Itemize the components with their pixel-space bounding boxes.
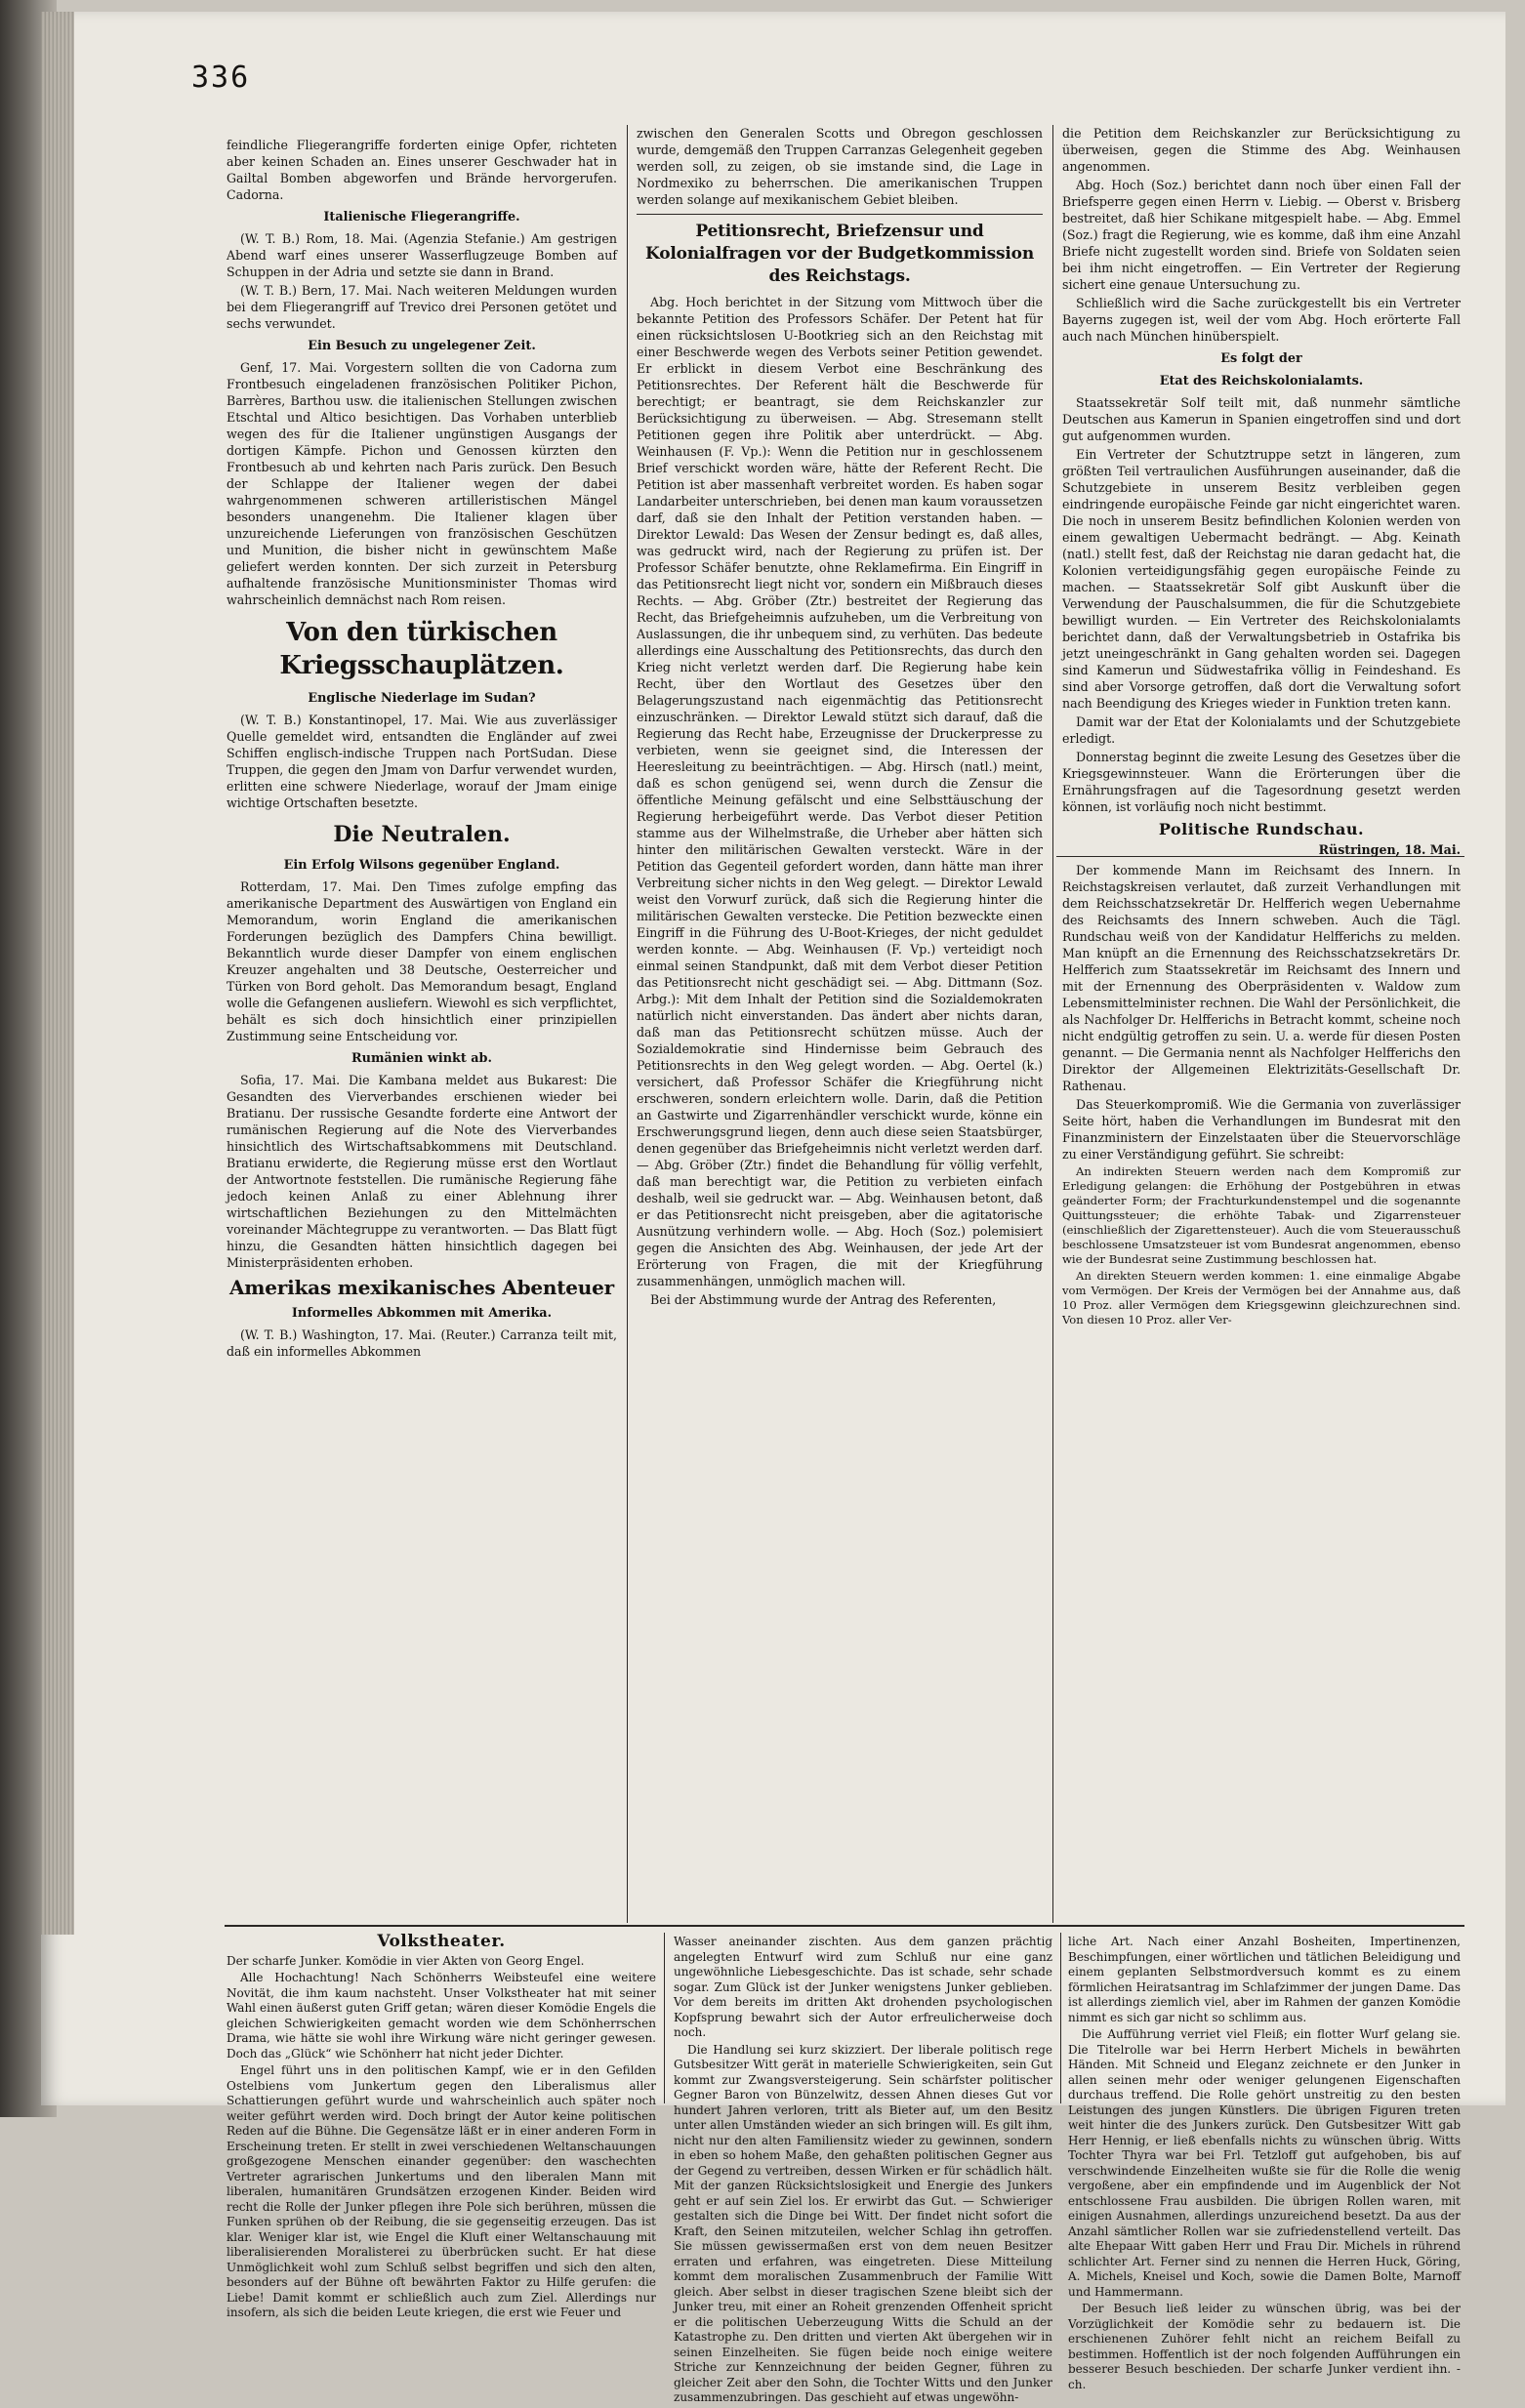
col3-subheading: Etat des Reichskolonialamts. — [1159, 374, 1364, 388]
feuilleton-rule-2 — [1060, 1933, 1061, 2103]
feuilleton-paragraph: Engel führt uns in den politischen Kampf, wie er in den Gefilden Ostelbiens vom Junkertum gegen den Liberalismus aller Schattierungen geführt wurde und wahrscheinlich auch später noch weiter geführt werden wird. Doch bringt der Autor keine politischen Reden auf die Bühne. Die Gegensätze läßt er in einer anderen Form in Erscheinung treten. Er stellt in zwei verschiedenen Weltanschauungen großgezogene Menschen einander gegenüber: den waschechten Vertreter agrarischen Junkertums und den liberalen Mann mit liberalen, humanitären Grundsätzen erzogenen Kinder. Beiden wird recht die Rolle der Junker pflegen ihre Pole sich berühren, müssen die Funken sprühen ob der Reibung, die sie gegenseitig erzeugen. Das ist klar. Weniger klar ist, wie Engel die Kluft einer Weltanschauung mit liberalisierenden Moralisterei zu überbrücken sucht. Er hat diese Unmöglichkeit wohl zum Schluß selbst begriffen und sich den alten, besonders auf der Bühne oft bewährten Faktor zu Hilfe gerufen: die Liebe! Damit kommt er schließlich auch zum Ziel. Allerdings nur insofern, als sich die beiden Leute kriegen, die erst wie Feuer und — [227, 2063, 656, 2319]
col3-paragraph: Abg. Hoch (Soz.) berichtet dann noch über einen Fall der Briefsperre gegen einen Herrn v. Liebig. — Oberst v. Brisberg bestreitet, daß hier Schikane mitgespielt habe. — Abg. Emmel (Soz.) fragt die Regierung, wie es komme, daß ihm eine Anzahl Briefe nicht zugestellt worden sind. Briefe von Soldaten seien bei ihm nicht eingetroffen. — Ein Vertreter der Regierung sichert eine genaue Untersuchung zu. — [1062, 178, 1461, 292]
headline-neutralen: Die Neutralen. — [333, 822, 511, 847]
col3-paragraph: Ein Vertreter der Schutztruppe setzt in längeren, zum größten Teil vertraulichen Ausführungen auseinander, daß die Schutzgebiete in unserem Besitz verbleiben gegen eindringende europäische Feinde gar nicht eingerichtet waren. Die noch in unserem Besitz befindlichen Kolonien werden von einem gewaltigen Uebermacht bedrängt. — Abg. Keinath (natl.) stellt fest, daß der Reichstag nie daran gedacht hat, die Kolonien verteidigungsfähig gegen europäische Feinde zu machen. — Staatssekretär Solf gibt Auskunft über die Verwendung der Pauschalsummen, die für die Schutzgebiete bewilligt wurden. — Ein Vertreter des Reichskolonialamts berichtet dann, daß der Verwaltungsbetrieb in Ostafrika bis jetzt uneingeschränkt in Gang gehalten worden sei. Dagegen sind Kamerun und Südwestafrika völlig in Feindeshand. Es sind aber Vorsorge getroffen, daß dort die Verwaltung sofort nach Beendigung des Krieges wieder in Funktion treten kann. — [1062, 447, 1461, 711]
col3-paragraph: Damit war der Etat der Kolonialamts und der Schutzgebiete erledigt. — [1062, 714, 1461, 746]
col1-paragraph: Genf, 17. Mai. Vorgestern sollten die von Cadorna zum Frontbesuch eingeladenen französischen Politiker Pichon, Barrères, Barthou usw. die italienischen Stellungen zwischen Etschtal und Altico besichtigen. Das Vorhaben unterblieb wegen des für die Italiener ungünstigen Ausgangs der dortigen Kämpfe. Pichon und Genossen kürzten den Frontbesuch ab und kehrten nach Paris zurück. Den Besuch der Schlappe der Italiener wegen der dabei wahrgenommenen schweren artilleristischen Mängel besonders unangenehm. Die Italiener klagen über unzureichende Lieferungen von französischen Geschützen und Munition, die bisher nicht in gewünschtem Maße geliefert werden konnten. Der sich zurzeit in Petersburg aufhaltende französische Munitionsminister Thomas wird wahrscheinlich demnächst nach Rom reisen. — [227, 360, 617, 607]
col2-rule — [637, 214, 1043, 215]
feuilleton-rule-1 — [664, 1933, 665, 2103]
col3-subheading: Es folgt der — [1220, 351, 1302, 366]
col3-paragraph: Donnerstag beginnt die zweite Lesung des Gesetzes über die Kriegsgewinnsteuer. Wann die Erörterungen über die Ernährungsfragen auf die Tagesordnung gesetzt werden können, ist vorläufig noch nicht bestimmt. — [1062, 750, 1461, 814]
col1-subheading: Informelles Abkommen mit Amerika. — [291, 1306, 553, 1321]
feuilleton-column-3 — [1068, 1935, 1461, 2394]
headline-politische-rundschau: Politische Rundschau. — [1158, 820, 1365, 838]
col1-paragraph: feindliche Fliegerangriffe forderten einige Opfer, richteten aber keinen Schaden an. Eines unserer Geschwader hat in Gailtal Bomben abgeworfen und Brände hervorgerufen. Cadorna. — [227, 138, 617, 202]
col3-paragraph: Der kommende Mann im Reichsamt des Innern. In Reichstagskreisen verlautet, daß zurzeit Verhandlungen mit dem Reichsschatzsekretär Dr. Helfferich wegen Uebernahme des Reichsamts des Innern schweben. Auch die Tägl. Rundschau weiß von der Kandidatur Helfferichs zu melden. Man knüpft an die Ernennung des Reichsschatzsekretärs Dr. Helfferich zum Staatssekretär im Reichsamt des Innern und mit der Ernennung des Oberpräsidenten v. Waldow zum Lebensmittelminister rechnen. Die Wahl der Persönlichkeit, die als Nachfolger Dr. Helfferichs in Betracht kommt, scheine noch nicht endgültig getroffen zu sein. U. a. werde für diesen Posten genannt. — Die Germania nennt als Nachfolger Helfferichs den Direktor der Allgemeinen Elektrizitäts-Gesellschaft Dr. Rathenau. — [1062, 863, 1461, 1093]
column-1 — [227, 137, 617, 1362]
col3-paragraph: die Petition dem Reichskanzler zur Berücksichtigung zu überweisen, gegen die Stimme des Abg. Weinhausen angenommen. — [1062, 126, 1461, 174]
col1-paragraph: (W. T. B.) Konstantinopel, 17. Mai. Wie aus zuverlässiger Quelle gemeldet wird, entsandten die Engländer auf zwei Schiffen englisch-indische Truppen nach PortSudan. Diese Truppen, die gegen den Jmam von Darfur verwendet wurden, erlitten eine schwere Niederlage, worauf der Jmam einige wichtige Ortschaften besetzte. — [227, 713, 617, 810]
col2-paragraph: zwischen den Generalen Scotts und Obregon geschlossen wurde, demgemäß den Truppen Carranzas Gelegenheit gegeben werden soll, zu zeigen, ob sie imstande sind, die Lage in Nordmexiko zu beherrschen. Die amerikanischen Truppen werden solange auf mexikanischem Gebiet bleiben. — [637, 126, 1043, 207]
feuilleton-paragraph: liche Art. Nach einer Anzahl Bosheiten, Impertinenzen, Beschimpfungen, einer wörtlichen und tätlichen Beleidigung und einem geplanten Selbstmordversuch kommt es zu einem förmlichen Heiratsantrag im Schlafzimmer der jungen Dame. Das ist allerdings ziemlich viel, aber im Rahmen der ganzen Komödie nimmt es sich gar nicht so schlimm aus. — [1068, 1935, 1461, 2024]
col1-subheading: Rumänien winkt ab. — [351, 1051, 492, 1066]
col2-paragraph: Bei der Abstimmung wurde der Antrag des Referenten, — [650, 1292, 997, 1307]
col1-subheading: Ein Erfolg Wilsons gegenüber England. — [283, 858, 560, 873]
col1-paragraph: Sofia, 17. Mai. Die Kambana meldet aus Bukarest: Die Gesandten des Vierverbandes erschienen wieder bei Bratianu. Der russische Gesandte forderte eine Antwort der rumänischen Regierung auf die Note des Vierverbandes hinsichtlich des Wirtschaftsabkommens mit Deutschland. Bratianu erwiderte, die Regierung müsse erst den Wortlaut der Antwortnote feststellen. Die rumänische Regierung fähe jedoch keinen Anlaß zu einer Ablehnung ihrer wirtschaftlichen Beziehungen zu den Mittelmächten voreinander Mächtegruppe zu verantworten. — Das Blatt fügt hinzu, die Gesandten hätten hinsichtlich dagegen bei Ministerpräsidenten erhoben. — [227, 1073, 617, 1270]
feuilleton-column-2 — [674, 1935, 1052, 2408]
col3-quote: An direkten Steuern werden kommen: 1. eine einmalige Abgabe vom Vermögen. Der Kreis der Vermögen bei der Annahme aus, daß 10 Proz. aller Vermögen dem Kriegsgewinn gleichzurechnen sind. Von diesen 10 Proz. aller Ver- — [1062, 1269, 1461, 1326]
feuilleton-rule — [225, 1925, 1464, 1927]
column-rule-1 — [627, 125, 628, 1923]
col1-paragraph: (W. T. B.) Washington, 17. Mai. (Reuter.) Carranza teilt mit, daß ein informelles Abkommen — [227, 1327, 617, 1359]
headline-volkstheater: Volkstheater. — [377, 1932, 506, 1951]
column-2 — [637, 125, 1043, 1310]
dateline: Rüstringen, 18. Mai. — [1318, 842, 1461, 857]
page-edges — [41, 12, 74, 1935]
col1-paragraph: Rotterdam, 17. Mai. Den Times zufolge empfing das amerikanische Department des Auswärtigen von England ein Memorandum, worin England die amerikanischen Forderungen bezüglich des Dampfers China bewilligt. Bekanntlich wurde dieser Dampfer von einem englischen Kreuzer angehalten und 38 Deutsche, Oesterreicher und Türken von Bord geholt. Das Memorandum besagt, England wolle die Gefangenen ausliefern. Wiewohl es sich verpflichtet, behält es sich doch hinsichtlich einer prinzipiellen Zustimmung seine Entscheidung vor. — [227, 879, 617, 1043]
col3-quote: An indirekten Steuern werden nach dem Kompromiß zur Erledigung gelangen: die Erhöhung der Postgebühren in etwas geänderter Form; der Frachturkundenstempel und die sogenannte Quittungssteuer; die erhöhte Tabak- und Zigarrensteuer (einschließlich der Zigarettensteuer). Auch die vom Steuerausschuß beschlossene Umsatzsteuer ist vom Bundesrat angenommen, ebenso wie der Bundesrat seine Zustimmung beschlossen hat. — [1062, 1164, 1461, 1266]
feuilleton-paragraph: Wasser aneinander zischten. Aus dem ganzen prächtig angelegten Entwurf wird zum Schluß nur eine ganz ungewöhnliche Liebesgeschichte. Das ist schade, sehr schade sogar. Zum Glück ist der Junker wenigstens Junker geblieben. Vor dem bereits im dritten Akt drohenden psychologischen Kopfsprung bewahrt sich der Autor erfreulicherweise doch noch. — [674, 1935, 1052, 2039]
col1-subheading: Englische Niederlage im Sudan? — [308, 691, 536, 706]
column-3 — [1062, 125, 1461, 1329]
page-number: 336 — [191, 61, 251, 95]
feuilleton-paragraph: Der Besuch ließ leider zu wünschen übrig, was bei der Vorzüglichkeit der Komödie sehr zu bedauern ist. Die erschienenen Zuhörer fehlt nicht an reichem Beifall zu bestimmen. Hoffentlich ist der noch folgenden Aufführungen ein besserer Besuch beschieden. Der scharfe Junker verdient ihn. -ch. — [1068, 2302, 1461, 2391]
feuilleton-paragraph: Alle Hochachtung! Nach Schönherrs Weibsteufel eine weitere Novität, die ihm kaum nachsteht. Unser Volkstheater hat mit seiner Wahl einen äußerst guten Griff getan; wären dieser Komödie Engels die gleichen Schwierigkeiten gemacht worden wie dem Schönherrschen Drama, wie hätte sie wohl ihre Wirkung wäre nicht geringer gewesen. Doch das „Glück“ wie Schönherr hat nicht jeder Dichter. — [227, 1971, 656, 2061]
column-rule-2 — [1052, 125, 1053, 1923]
feuilleton-column-1 — [227, 1932, 656, 2323]
col1-paragraph: (W. T. B.) Bern, 17. Mai. Nach weiteren Meldungen wurden bei dem Fliegerangriff auf Trevico drei Personen getötet und sechs verwundet. — [227, 283, 617, 331]
col1-subheading: Ein Besuch zu ungelegener Zeit. — [308, 339, 536, 353]
headline-amerikas-abenteuer: Amerikas mexikanisches Abenteuer — [228, 1276, 614, 1299]
headline-petitionsrecht: Petitionsrecht, Briefzensur und Kolonialfragen vor der Budgetkommission des Reichstags. — [645, 222, 1034, 286]
col3-paragraph: Staatssekretär Solf teilt mit, daß nunmehr sämtliche Deutschen aus Kamerun in Spanien eingetroffen sind und dort gut aufgenommen wurden. — [1062, 395, 1461, 443]
headline-tuerkische-kriegsschauplaetze: Von den türkischen Kriegsschauplätzen. — [279, 618, 564, 680]
feuilleton-subtitle: Der scharfe Junker. Komödie in vier Akten von Georg Engel. — [227, 1953, 585, 1968]
col2-paragraph: Abg. Hoch berichtet in der Sitzung vom Mittwoch über die bekannte Petition des Professors Schäfer. Der Petent hat für einen rücksichtslosen U-Bootkrieg sich an den Reichstag mit einer Beschwerde wegen des Verbots seiner Petition gewendet. Er erblickt in diesem Verbot eine Beschränkung des Petitionsrechtes. Der Referent hält die Beschwerde für berechtigt; er beantragt, sie dem Reichskanzler zur Berücksichtigung zu überweisen. — Abg. Stresemann stellt Petitionen gegen ihre Politik aber unterdrückt. — Abg. Weinhausen (F. Vp.): Wenn die Petition nur in geschlossenem Brief verschickt worden wäre, hätte der Referent Recht. Die Petition ist aber massenhaft verbreitet worden. Es haben sogar Landarbeiter unterschrieben, bei denen man kaum voraussetzen darf, daß sie den Inhalt der Petition verstanden haben. — Direktor Lewald: Das Wesen der Zensur bedingt es, daß alles, was gedruckt wird, nach der Regierung zu prüfen ist. Der Professor Schäfer benutzte, ohne Reklamefirma. Ein Eingriff in das Petitionsrecht liegt nicht vor, sondern ein Mißbrauch dieses Rechts. — Abg. Gröber (Ztr.) bestreitet der Regierung das Recht, das Briefgeheimnis aufzuheben, um die Verbreitung von Auslassungen, die ihr unbequem sind, zu verhüten. Das bedeute allerdings eine Ausschaltung des Petitionsrechts, das durch den Krieg nicht verletzt werden darf. Die Regierung habe kein Recht, über den Wortlaut des Gesetzes über den Belagerungszustand nach eigenmächtig das Petitionsrecht einzuschränken. — Direktor Lewald stützt sich darauf, daß die Regierung das Recht habe, Erzeugnisse der Druckerpresse zu verbieten, wenn sie geeignet sind, die Interessen der Heeresleitung zu beeinträchtigen. — Abg. Hirsch (natl.) meint, daß es schon genügend sei, wenn durch die Zensur die öffentliche Meinung gefälscht und eine Selbsttäuschung der Regierung herbeigeführt werde. Das Verbot dieser Petition stamme aus der Wilhelmstraße, die Urheber aber hätten sich hinter den militärischen Gewalten versteckt. Wäre in der Petition das Gegenteil gefordert worden, dann hätte man ihrer Verbreitung sicher nichts in den Weg gelegt. — Direktor Lewald weist den Vorwurf zurück, daß sich die Regierung hinter die militärischen Gewalten verstecke. Die Petition bezweckte einen Eingriff in die Führung des U-Boot-Krieges, der nicht geduldet werden konnte. — Abg. Weinhausen (F. Vp.) verteidigt noch einmal seinen Standpunkt, daß mit dem Verbot dieser Petition das Petitionsrecht nicht geschädigt sei. — Abg. Dittmann (Soz. Arbg.): Mit dem Inhalt der Petition sind die Sozialdemokraten natürlich nicht einverstanden. Das ändert aber nichts daran, daß man das Petitionsrecht schützen müsse. Auch der Sozialdemokratie sind Hindernisse beim Gebrauch des Petitionsrechts in den Weg gelegt worden. — Abg. Oertel (k.) versichert, daß Professor Schäfer die Kriegführung nicht erschweren, sondern erleichtern wolle. Darin, daß die Petition an Gastwirte und Zigarrenhändler verschickt wurde, könne ein Erschwerungsgrund liegen, denn auch diese seien Staatsbürger, denen gegenüber das Briefgeheimnis nicht verletzt werden darf. — Abg. Gröber (Ztr.) findet die Behandlung für völlig verfehlt, daß man berechtigt war, die Petition zu verbieten einfach deshalb, weil sie gedruckt war. — Abg. Weinhausen betont, daß er das Petitionsrecht nicht preisgeben, aber die agitatorische Ausnützung verhindern wolle. — Abg. Hoch (Soz.) polemisiert gegen die Ansichten des Abg. Weinhausen, der jede Art der Erörterung von Fragen, die mit der Kriegführung zusammenhängen, unmöglich machen will. — [637, 295, 1043, 1288]
col1-paragraph: (W. T. B.) Rom, 18. Mai. (Agenzia Stefanie.) Am gestrigen Abend warf eines unserer Wasserflugzeuge Bomben auf Schuppen in der Adria und setzte sie dann in Brand. — [227, 231, 617, 279]
feuilleton-paragraph: Die Aufführung verriet viel Fleiß; ein flotter Wurf gelang sie. Die Titelrolle war bei Herrn Herbert Michels in bewährten Händen. Mit Schneid und Eleganz zeichnete er den Junker in allen seinen mehr oder weniger gelungenen Eigenschaften durchaus treffend. Die Rolle gehört unstreitig zu den besten Leistungen des jungen Künstlers. Die übrigen Figuren treten weit hinter die des Junkers zurück. Den Gutsbesitzer Witt gab Herr Hennig, er ließ ebenfalls nichts zu wünschen übrig. Witts Tochter Thyra war bei Frl. Tetzloff gut aufgehoben, bis auf verschwindende Einzelheiten wußte sie für die Rolle die wenig vergoßene, aber ein empfindende und im Augenblick der Not entschlossene Frau ausbilden. Die übrigen Rollen waren, mit einigen Ausnahmen, allerdings unzureichend besetzt. Da aus der Anzahl sämtlicher Rollen war sie zufriedenstellend verteilt. Das alte Ehepaar Witt gaben Herr und Frau Dir. Michels in rührend schlichter Art. Ferner sind zu nennen die Herren Huck, Göring, A. Michels, Kneisel und Koch, sowie die Damen Bolte, Marnoff und Hammermann. — [1068, 2027, 1461, 2299]
col1-subheading: Italienische Fliegerangriffe. — [323, 210, 520, 224]
col3-paragraph: Das Steuerkompromiß. Wie die Germania von zuverlässiger Seite hört, haben die Verhandlungen im Bundesrat mit den Finanzministern der Einzelstaaten über die Steuervorschläge zu einer Verständigung geführt. Sie schreibt: — [1062, 1097, 1461, 1162]
col3-paragraph: Schließlich wird die Sache zurückgestellt bis ein Vertreter Bayerns zugegen ist, weil der vom Abg. Hoch erörterte Fall auch nach München hinüberspielt. — [1062, 296, 1461, 344]
feuilleton-paragraph: Die Handlung sei kurz skizziert. Der liberale politisch rege Gutsbesitzer Witt gerät in materielle Schwierigkeiten, sein Gut kommt zur Zwangsversteigerung. Sein schärfster politischer Gegner Baron von Bünzelwitz, dessen Ahnen dieses Gut vor hundert Jahren verloren, tritt als Bieter auf, um den Besitz unter allen Umständen wieder an sich bringen will. Es gilt ihm, nicht nur den alten Familiensitz wieder zu gewinnen, sondern in eben so hohem Maße, den gehaßten politischen Gegner aus der Gegend zu vertreiben, dessen Wirken er für schädlich hält. Mit der ganzen Rücksichtslosigkeit und Energie des Junkers geht er auf sein Ziel los. Er erwirbt das Gut. — Schwieriger gestalten sich die Dinge bei Witt. Der findet nicht sofort die Kraft, den Seinen mitzuteilen, welcher Schlag ihn getroffen. Sie müssen gewissermaßen erst von dem neuen Besitzer erraten und erfahren, was eingetreten. Diese Mitteilung kommt dem moralischen Zusammenbruch der Familie Witt gleich. Aber selbst in dieser tragischen Szene bleibt sich der Junker treu, mit einer an Roheit grenzenden Offenheit spricht er die politischen Ueberzeugung Witts die Schuld an der Katastrophe zu. Den dritten und vierten Akt übergehen wir in seinen Einzelheiten. Sie fügen beide noch einige weitere Striche zur Kennzeichnung der beiden Gegner, führen zu gleicher Zeit aber den Sohn, die Tochter Witts und den Junker zusammenzubringen. Das geschieht auf etwas ungewöhn- — [674, 2042, 1052, 2404]
